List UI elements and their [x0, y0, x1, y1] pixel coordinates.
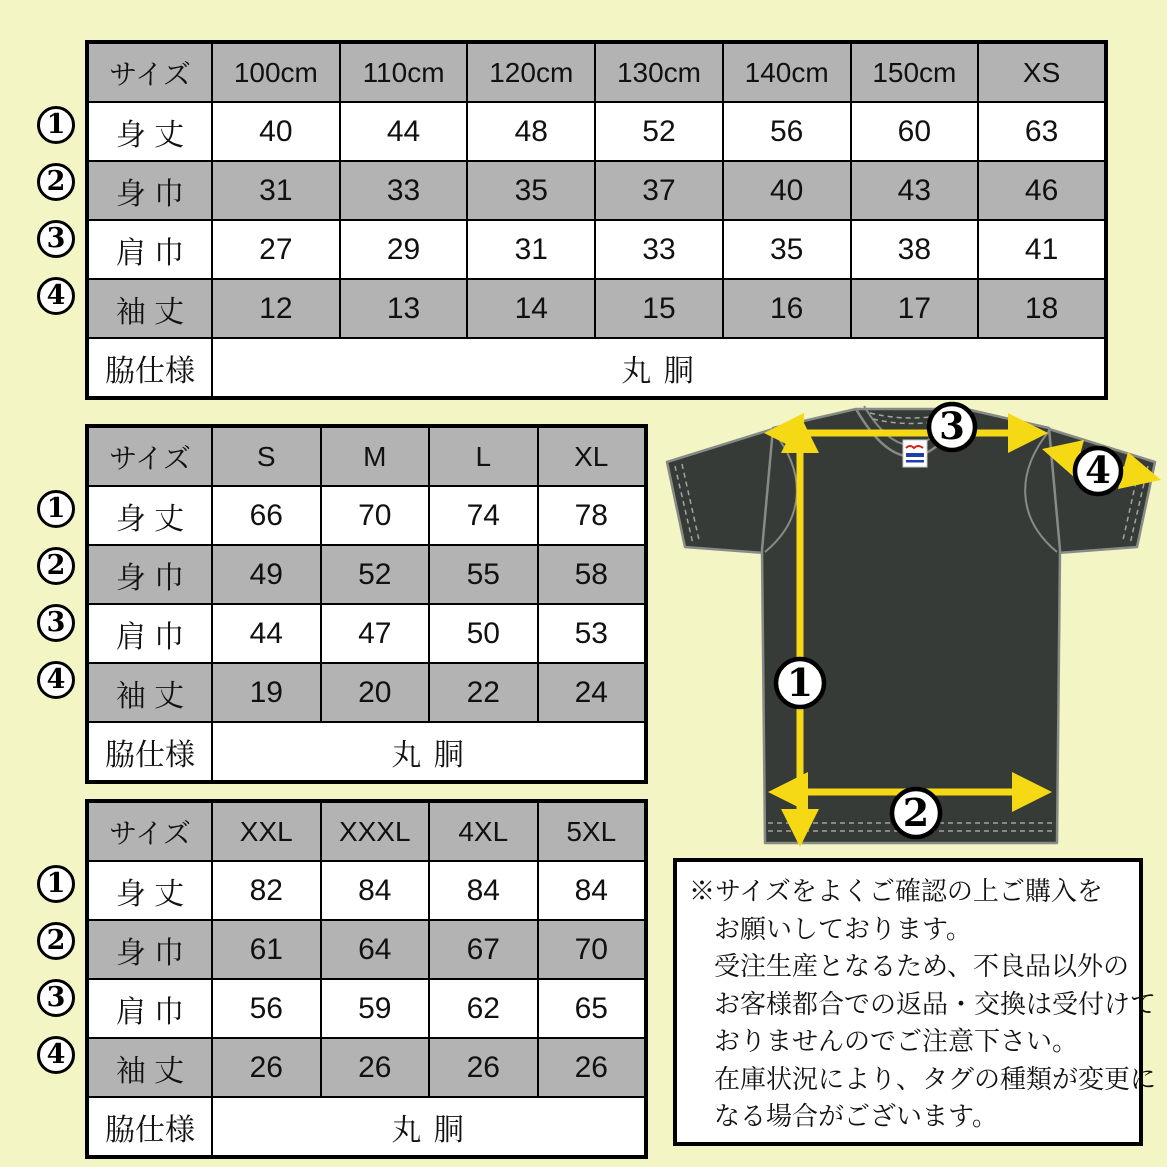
- value-cell: 52: [321, 545, 430, 604]
- value-cell: 20: [321, 663, 430, 722]
- value-cell: 33: [595, 220, 723, 279]
- value-cell: 19: [212, 663, 321, 722]
- notice-line: お客様都合での返品・交換は受付けて: [714, 988, 1157, 1019]
- value-cell: 24: [538, 663, 647, 722]
- value-cell: 40: [212, 102, 340, 161]
- value-cell: 56: [212, 979, 321, 1038]
- value-cell: 84: [538, 861, 647, 920]
- notice-line: 在庫状況により、タグの種類が変更に: [714, 1063, 1157, 1094]
- measure-row: [87, 279, 1106, 338]
- size-column-header: XS: [978, 42, 1106, 102]
- measure-row: [87, 861, 646, 920]
- row-label-cell: 袖 丈: [87, 279, 212, 338]
- value-cell: 55: [429, 545, 538, 604]
- circled-number-3: 3: [37, 220, 75, 258]
- value-cell: 31: [212, 161, 340, 220]
- measure-row: [87, 979, 646, 1038]
- value-cell: 15: [595, 279, 723, 338]
- size-column-header: XL: [538, 426, 647, 486]
- value-cell: 12: [212, 279, 340, 338]
- notice-line: おりませんのでご注意下さい。: [714, 1026, 1079, 1056]
- value-cell: 53: [538, 604, 647, 663]
- value-cell: 35: [467, 161, 595, 220]
- value-cell: 52: [595, 102, 723, 161]
- row-label-cell: 身 丈: [87, 486, 212, 545]
- value-cell: 59: [321, 979, 430, 1038]
- row-number-column-kids: [36, 106, 76, 334]
- circled-number-2: 2: [37, 163, 75, 201]
- measure-row: [87, 604, 646, 663]
- diagram-circled-4: [1075, 448, 1121, 494]
- value-cell: 82: [212, 861, 321, 920]
- size-column-header: M: [321, 426, 430, 486]
- circled-number-4: 4: [37, 277, 75, 315]
- circled-number-2: 2: [37, 922, 75, 960]
- size-column-header: 4XL: [429, 801, 538, 861]
- row-number-column-big: [36, 865, 76, 1093]
- circled-number-1: 1: [37, 106, 75, 144]
- value-cell: 44: [340, 102, 468, 161]
- row-label-cell: 身 丈: [87, 102, 212, 161]
- value-cell: 13: [340, 279, 468, 338]
- size-column-header: 110cm: [340, 42, 468, 102]
- neck-brand-tag: [903, 440, 927, 467]
- value-cell: 56: [723, 102, 851, 161]
- row-label-cell: 肩 巾: [87, 220, 212, 279]
- value-cell: 67: [429, 920, 538, 979]
- size-table-adult: [85, 424, 648, 784]
- side-spec-value-cell: 丸 胴: [212, 722, 646, 782]
- value-cell: 33: [340, 161, 468, 220]
- measure-row: [87, 486, 646, 545]
- value-cell: 29: [340, 220, 468, 279]
- circled-number-1: 1: [37, 490, 75, 528]
- size-table: [85, 40, 1108, 400]
- value-cell: 58: [538, 545, 647, 604]
- value-cell: 48: [467, 102, 595, 161]
- size-table-big: [85, 799, 648, 1159]
- value-cell: 84: [429, 861, 538, 920]
- value-cell: 17: [851, 279, 979, 338]
- diagram-circled-2: [892, 789, 940, 837]
- value-cell: 35: [723, 220, 851, 279]
- side-spec-label-cell: 脇仕様: [87, 722, 212, 782]
- measure-row: [87, 545, 646, 604]
- value-cell: 43: [851, 161, 979, 220]
- value-cell: 22: [429, 663, 538, 722]
- svg-text:1: 1: [786, 660, 814, 705]
- circled-number-4: 4: [37, 661, 75, 699]
- row-label-cell: 身 巾: [87, 920, 212, 979]
- size-column-header: 140cm: [723, 42, 851, 102]
- value-cell: 49: [212, 545, 321, 604]
- value-cell: 63: [978, 102, 1106, 161]
- size-label-header: サイズ: [87, 426, 212, 486]
- value-cell: 16: [723, 279, 851, 338]
- tshirt-measurement-diagram: [658, 400, 1165, 856]
- size-column-header: L: [429, 426, 538, 486]
- notice-line: ※サイズをよくご確認の上ご購入を: [689, 876, 1103, 906]
- svg-text:4: 4: [1085, 448, 1111, 492]
- size-column-header: XXL: [212, 801, 321, 861]
- row-label-cell: 身 丈: [87, 861, 212, 920]
- value-cell: 50: [429, 604, 538, 663]
- row-label-cell: 袖 丈: [87, 1038, 212, 1097]
- value-cell: 41: [978, 220, 1106, 279]
- measure-row: [87, 1038, 646, 1097]
- side-spec-row: [87, 1097, 646, 1157]
- notice-line: 受注生産となるため、不良品以外の: [714, 951, 1129, 981]
- value-cell: 18: [978, 279, 1106, 338]
- value-cell: 74: [429, 486, 538, 545]
- circled-number-1: 1: [37, 865, 75, 903]
- value-cell: 64: [321, 920, 430, 979]
- row-label-cell: 肩 巾: [87, 979, 212, 1038]
- value-cell: 65: [538, 979, 647, 1038]
- row-number-column-adult: [36, 490, 76, 718]
- row-label-cell: 身 巾: [87, 161, 212, 220]
- svg-text:2: 2: [902, 790, 930, 835]
- measure-row: [87, 663, 646, 722]
- value-cell: 40: [723, 161, 851, 220]
- value-cell: 66: [212, 486, 321, 545]
- diagram-circled-3: [929, 404, 975, 450]
- side-spec-row: [87, 338, 1106, 398]
- size-table-header-row: [87, 426, 646, 486]
- row-label-cell: 肩 巾: [87, 604, 212, 663]
- size-column-header: XXXL: [321, 801, 430, 861]
- side-spec-value-cell: 丸 胴: [212, 1097, 646, 1157]
- value-cell: 26: [321, 1038, 430, 1097]
- value-cell: 70: [321, 486, 430, 545]
- value-cell: 38: [851, 220, 979, 279]
- size-column-header: 120cm: [467, 42, 595, 102]
- value-cell: 31: [467, 220, 595, 279]
- measure-row: [87, 220, 1106, 279]
- size-column-header: 150cm: [851, 42, 979, 102]
- size-column-header: 130cm: [595, 42, 723, 102]
- value-cell: 27: [212, 220, 340, 279]
- notice-line: お願いしております。: [714, 913, 972, 944]
- value-cell: 60: [851, 102, 979, 161]
- purchase-notice-box: [673, 858, 1157, 1146]
- size-label-header: サイズ: [87, 42, 212, 102]
- measure-row: [87, 161, 1106, 220]
- value-cell: 78: [538, 486, 647, 545]
- value-cell: 70: [538, 920, 647, 979]
- size-table: [85, 424, 648, 784]
- row-label-cell: 身 巾: [87, 545, 212, 604]
- value-cell: 84: [321, 861, 430, 920]
- value-cell: 14: [467, 279, 595, 338]
- diagram-circled-1: [776, 659, 824, 707]
- side-spec-row: [87, 722, 646, 782]
- value-cell: 37: [595, 161, 723, 220]
- size-table: [85, 799, 648, 1159]
- circled-number-3: 3: [37, 979, 75, 1017]
- side-spec-label-cell: 脇仕様: [87, 338, 212, 398]
- row-label-cell: 袖 丈: [87, 663, 212, 722]
- value-cell: 47: [321, 604, 430, 663]
- size-label-header: サイズ: [87, 801, 212, 861]
- measure-row: [87, 920, 646, 979]
- size-table-kids: [85, 40, 1108, 400]
- value-cell: 62: [429, 979, 538, 1038]
- value-cell: 26: [538, 1038, 647, 1097]
- value-cell: 44: [212, 604, 321, 663]
- size-column-header: S: [212, 426, 321, 486]
- circled-number-3: 3: [37, 604, 75, 642]
- circled-number-2: 2: [37, 547, 75, 585]
- size-column-header: 100cm: [212, 42, 340, 102]
- value-cell: 26: [212, 1038, 321, 1097]
- size-column-header: 5XL: [538, 801, 647, 861]
- circled-number-4: 4: [37, 1036, 75, 1074]
- measure-row: [87, 102, 1106, 161]
- size-table-header-row: [87, 42, 1106, 102]
- value-cell: 61: [212, 920, 321, 979]
- side-spec-value-cell: 丸 胴: [212, 338, 1106, 398]
- value-cell: 46: [978, 161, 1106, 220]
- svg-text:3: 3: [939, 404, 965, 448]
- side-spec-label-cell: 脇仕様: [87, 1097, 212, 1157]
- size-table-header-row: [87, 801, 646, 861]
- value-cell: 26: [429, 1038, 538, 1097]
- notice-line: なる場合がございます。: [714, 1101, 998, 1131]
